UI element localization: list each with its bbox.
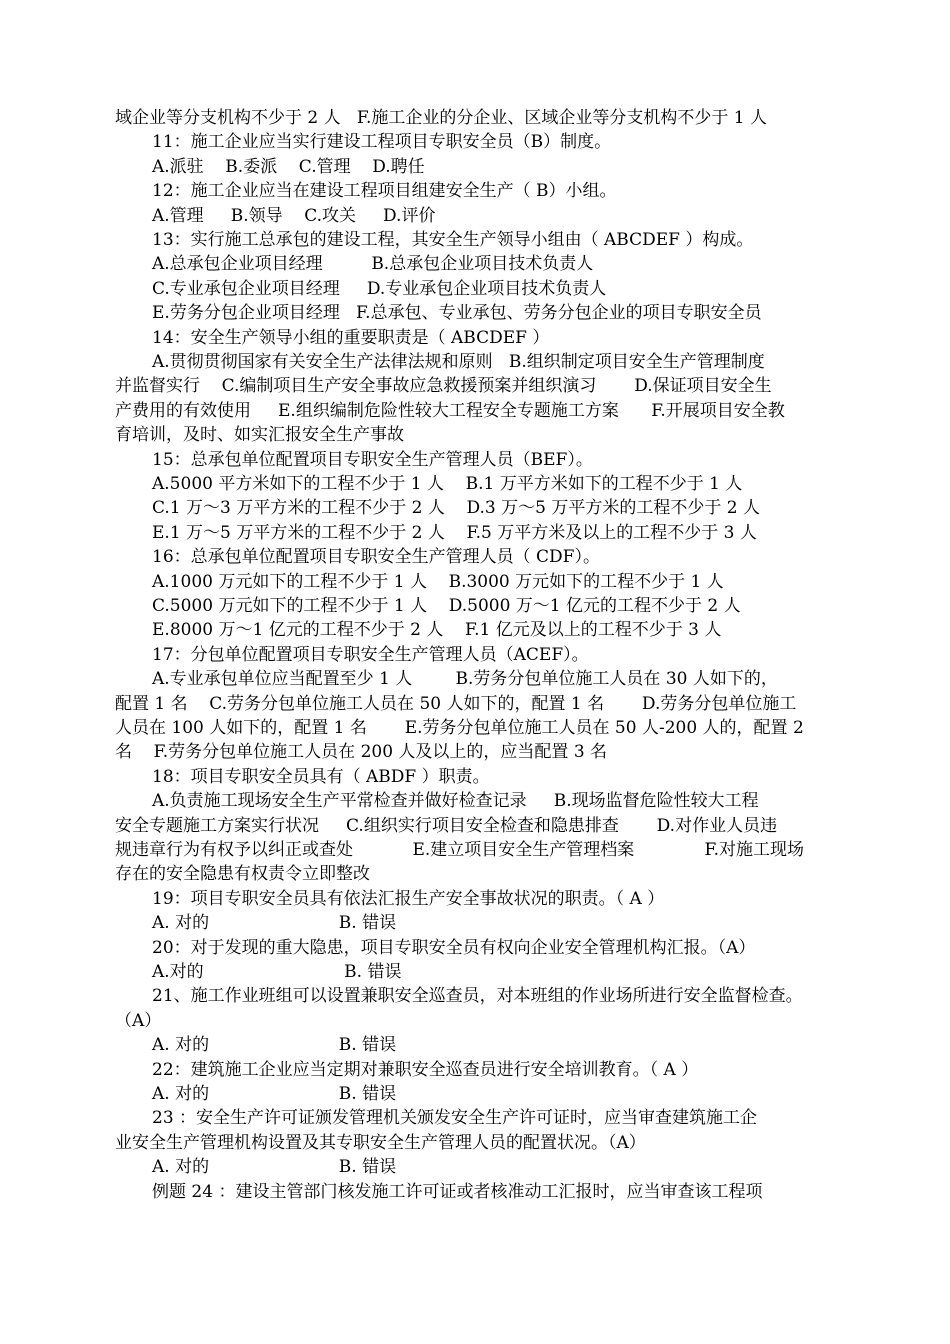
text-line: 业安全生产管理机构设置及其专职安全生产管理人员的配置状况。（A）	[115, 1132, 646, 1153]
text-line: A.专业承包单位应当配置至少 1 人 B.劳务分包单位施工人员在 30 人如下的，	[152, 669, 778, 690]
text-line: 16：总承包单位配置项目专职安全生产管理人员（ CDF）。	[152, 547, 600, 568]
text-line: 域企业等分支机构不少于 2 人 F.施工企业的分企业、区域企业等分支机构不少于 1 人	[115, 108, 768, 128]
text-line: A.对的 B. 错误	[152, 962, 402, 982]
text-line: A.贯彻贯彻国家有关安全生产法律法规和原则 B.组织制定项目安全生产管理制度	[152, 352, 765, 372]
text-line: 规违章行为有权予以纠正或查处 E.建立项目安全生产管理档案 F.对施工现场	[115, 840, 805, 860]
text-line: 并监督实行 C.编制项目生产安全事故应急救援预案并组织演习 D.保证项目安全生	[115, 376, 772, 397]
text-line: C.5000 万元如下的工程不少于 1 人 D.5000 万～1 亿元的工程不少于 2 人	[152, 596, 741, 616]
text-line: 17：分包单位配置项目专职安全生产管理人员（ACEF）。	[152, 644, 589, 665]
text-line: 育培训，及时、如实汇报安全生产事故	[115, 425, 404, 446]
text-line: 13：实行施工总承包的建设工程，其安全生产领导小组由（ ABCDEF ）构成。	[152, 230, 754, 250]
text-line: 安全专题施工方案实行状况 C.组织实行项目安全检查和隐患排查 D.对作业人员违	[115, 815, 778, 836]
text-line: A.管理 B.领导 C.攻关 D.评价	[152, 205, 436, 226]
text-line: E.1 万～5 万平方米的工程不少于 2 人 F.5 万平方米及以上的工程不少于 3 人	[152, 522, 757, 543]
text-line: 11：施工企业应当实行建设工程项目专职安全员（B）制度。	[152, 132, 612, 153]
text-line: A.负责施工现场安全生产平常检查并做好检查记录 B.现场监督危险性较大工程	[152, 791, 759, 812]
text-line: A.派驻 B.委派 C.管理 D.聘任	[152, 156, 425, 177]
text-line: 配置 1 名 C.劳务分包单位施工人员在 50 人如下的，配置 1 名 D.劳务分包单位施工	[115, 693, 797, 714]
text-line: A.1000 万元如下的工程不少于 1 人 B.3000 万元如下的工程不少于 1 人	[152, 571, 724, 592]
text-line: 15：总承包单位配置项目专职安全生产管理人员（BEF）。	[152, 449, 593, 470]
text-line: 例题 24 ：建设主管部门核发施工许可证或者核准动工汇报时，应当审查该工程项	[152, 1181, 763, 1202]
text-line: C.专业承包企业项目经理 D.专业承包企业项目技术负责人	[152, 278, 607, 299]
text-line: 名 F.劳务分包单位施工人员在 200 人及以上的，应当配置 3 名	[115, 742, 608, 763]
text-line: C.1 万～3 万平方米的工程不少于 2 人 D.3 万～5 万平方米的工程不少于 2 人	[152, 498, 760, 519]
text-line: 存在的安全隐患有权责令立即整改	[115, 864, 370, 885]
text-line: 20：对于发现的重大隐患，项目专职安全员有权向企业安全管理机构汇报。（A）	[152, 937, 756, 958]
text-line: 产费用的有效使用 E.组织编制危险性较大工程安全专题施工方案 F.开展项目安全教	[115, 400, 785, 421]
text-line: 19：项目专职安全员具有依法汇报生产安全事故状况的职责。（ A ）	[152, 888, 665, 909]
text-line: 14：安全生产领导小组的重要职责是（ ABCDEF ）	[152, 327, 550, 348]
text-line: E.劳务分包企业项目经理 F.总承包、专业承包、劳务分包企业的项目专职安全员	[152, 303, 762, 324]
text-line: 22：建筑施工企业应当定期对兼职安全巡查员进行安全培训教育。（ A ）	[152, 1059, 699, 1080]
text-line: 23 ：安全生产许可证颁发管理机关颁发安全生产许可证时，应当审查建筑施工企	[152, 1108, 758, 1129]
text-line: 18：项目专职安全员具有（ ABDF ）职责。	[152, 766, 490, 787]
text-line: 21、施工作业班组可以设置兼职安全巡查员，对本班组的作业场所进行安全监督检查。	[152, 986, 803, 1007]
text-line: （A）	[115, 1010, 162, 1031]
text-line: E.8000 万～1 亿元的工程不少于 2 人 F.1 亿元及以上的工程不少于 3 人	[152, 620, 722, 641]
text-line: 12：施工企业应当在建设工程项目组建安全生产（ B）小组。	[152, 181, 617, 202]
text-line: A. 对的 B. 错误	[152, 1157, 397, 1178]
text-line: A. 对的 B. 错误	[152, 913, 397, 934]
text-line: A. 对的 B. 错误	[152, 1035, 397, 1056]
text-line: A. 对的 B. 错误	[152, 1084, 397, 1104]
text-line: A.5000 平方米如下的工程不少于 1 人 B.1 万平方米如下的工程不少于 1 人	[152, 474, 743, 494]
text-line: 人员在 100 人如下的，配置 1 名 E.劳务分包单位施工人员在 50 人-200 人的，配置 2	[115, 718, 804, 738]
text-line: A.总承包企业项目经理 B.总承包企业项目技术负责人	[152, 254, 594, 275]
